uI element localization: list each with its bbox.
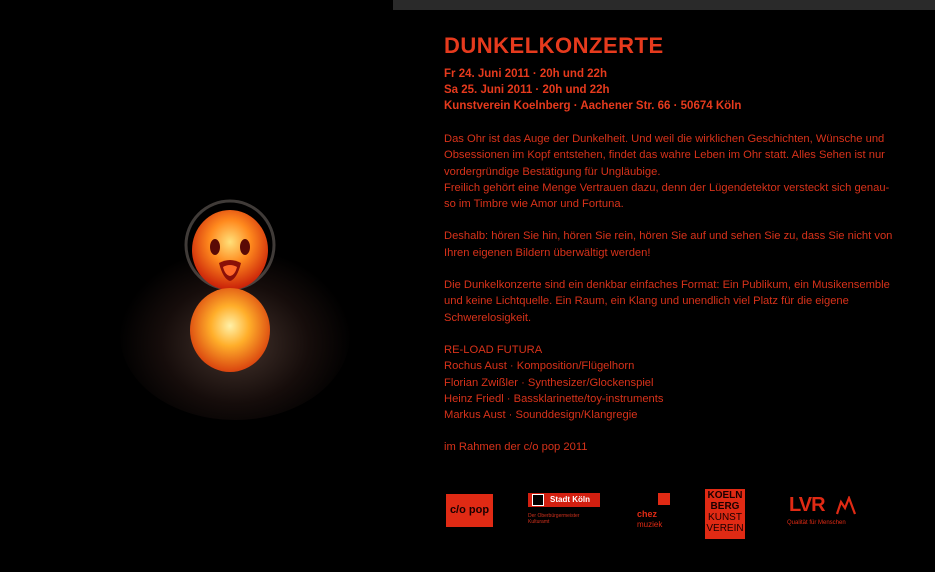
chez-muziek-logo [634,493,682,533]
text-line: Freilich gehört eine Menge Vertrauen dazu, denn der Lügendetektor versteckt sich genau- [444,181,890,194]
verein-text: VEREIN [706,523,744,534]
sponsor-logos [446,490,926,540]
stadt-sub-line: Kulturamt [528,519,550,525]
list-item: Florian Zwißler · Synthesizer/Glockenspiel [444,376,654,389]
lvr-logo [787,494,867,534]
date-line-1: Fr 24. Juni 2011 · 20h und 22h [444,68,607,80]
text-line: Schwerelosigkeit. [444,311,532,324]
text-line: vordergründige Bestätigung für Ungläubige. [444,165,661,178]
chez-text: chez [637,509,658,519]
stadt-sub-line: Der Oberbürgermeister [528,513,580,519]
text-line: und keine Lichtquelle. Ein Raum, ein Klang und unendlich viel Platz für die eigene [444,295,849,308]
text-line: so im Timbre wie Amor und Fortuna. [444,198,624,211]
paragraph-deshalb [444,228,924,261]
stadt-koeln-bar [528,493,600,507]
context-line: im Rahmen der c/o pop 2011 [444,441,588,454]
list-item: Markus Aust · Sounddesign/Klangregie [444,409,638,422]
paragraph-ohr [444,131,924,212]
ensemble-name: RE-LOAD FUTURA [444,343,543,356]
text-line: Ihren eigenen Bildern überwältigt werden! [444,246,651,259]
berg-text: BERG [710,501,740,512]
lvr-emblem-icon [835,496,857,516]
ensemble-list [444,342,924,423]
list-item: Heinz Friedl · Bassklarinette/toy-instruments [444,392,664,405]
stadt-koeln-logo [528,493,604,533]
date-line-2: Sa 25. Juni 2011 · 20h und 22h [444,84,610,96]
text-line: Deshalb: hören Sie hin, hören Sie rein, hören Sie auf und sehen Sie zu, dass Sie nicht von [444,230,893,243]
duck-photo [0,0,393,572]
muziek-text: muziek [637,520,663,529]
stadt-koeln-text: Stadt Köln [550,495,590,504]
kunst-text: KUNST [708,512,742,523]
text-line: Das Ohr ist das Auge der Dunkelheit. Und weil die wirklichen Geschichten, Wünsche und [444,133,885,145]
koeln-text: KOELN [707,490,743,501]
venue-line: Kunstverein Koelnberg · Aachener Str. 66 · 50674 Köln [444,100,742,112]
copop-logo: c/o pop [446,494,493,527]
page-title: DUNKELKONZERTE [444,33,664,58]
text-line: Die Dunkelkonzerte sind ein denkbar einfaches Format: Ein Publikum, ein Musikensemble [444,279,890,292]
square-icon [658,493,670,505]
glowing-duck-toy-icon [175,195,285,375]
lvr-slogan: Qualität für Menschen [787,520,846,526]
concert-info [444,33,924,456]
coat-of-arms-icon [532,494,544,506]
paragraph-format [444,277,924,326]
stadt-koeln-sub [528,513,604,525]
top-bar [393,0,935,10]
lvr-text: LVR [789,494,825,516]
koelnberg-logo [705,489,745,539]
list-item: Rochus Aust · Komposition/Flügelhorn [444,360,635,373]
text-line: Obsessionen im Kopf entstehen, findet das wahre Leben im Ohr statt. Alles Sehen ist nur [444,149,885,162]
